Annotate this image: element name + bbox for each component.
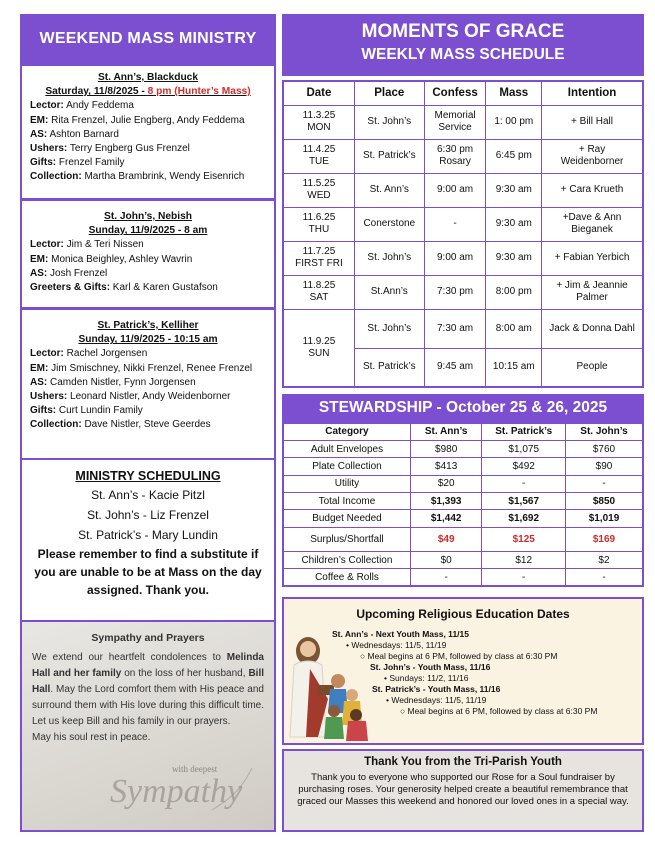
religious-education-title: Upcoming Religious Education Dates	[356, 607, 570, 621]
re-item: • Wednesdays: 11/5, 11/19	[386, 695, 487, 705]
cell-amount: $49	[410, 527, 482, 551]
cell-place: St. Patrick’s	[354, 139, 424, 173]
re-heading: St. Ann’s - Next Youth Mass, 11/15	[332, 629, 469, 639]
cell-amount: -	[482, 569, 566, 586]
ministry-note: Please remember to find a substitute if you are unable to be at Mass on the day assigned. Thank you.	[34, 547, 262, 597]
table-row	[283, 569, 643, 586]
cell-confess: 9:00 am	[424, 241, 486, 275]
table-row	[283, 493, 643, 510]
cell-confess: Memorial Service	[424, 105, 486, 139]
cell-amount: $850	[565, 493, 643, 510]
cell-amount: $12	[482, 551, 566, 568]
cell-intention: + Fabian Yerbich	[542, 241, 643, 275]
mass-date: Sunday, 11/9/2025 - 10:15 am	[78, 334, 218, 346]
mass-line: Collection: Dave Nistler, Steve Geerdes	[30, 419, 211, 431]
cell-confess: 9:45 am	[424, 348, 486, 387]
cell-intention: +Dave & Ann Bieganek	[542, 207, 643, 241]
cell-amount: $1,393	[410, 493, 482, 510]
mass-date	[30, 85, 266, 99]
mass-line: Lector: Jim & Teri Nissen	[30, 239, 144, 251]
cell-category: Total Income	[283, 493, 410, 510]
mass-date: Sunday, 11/9/2025 - 8 am	[88, 225, 208, 237]
ministry-scheduling-box	[20, 458, 276, 622]
cell-amount: $20	[410, 475, 482, 492]
cell-amount: $2	[565, 551, 643, 568]
cell-date: 11.9.25 SUN	[283, 309, 354, 387]
cell-amount: $0	[410, 551, 482, 568]
cell-amount: $125	[482, 527, 566, 551]
mass-line: AS: Ashton Barnard	[30, 128, 119, 140]
table-row	[283, 510, 643, 527]
cell-place: St. John’s	[354, 309, 424, 348]
cell-mass: 8:00 pm	[486, 275, 542, 309]
mass-location: St. Patrick’s, Kelliher	[97, 320, 199, 331]
table-row	[283, 440, 643, 457]
cell-amount: -	[410, 569, 482, 586]
table-row	[283, 458, 643, 475]
cell-intention: + Cara Krueth	[542, 173, 643, 207]
cell-intention: + Bill Hall	[542, 105, 643, 139]
cell-category: Children’s Collection	[283, 551, 410, 568]
mass-box-st-johns	[20, 199, 276, 309]
column-header: Confess	[424, 81, 486, 105]
cell-amount: -	[565, 569, 643, 586]
cell-mass: 6:45 pm	[486, 139, 542, 173]
weekend-mass-ministry-header	[20, 14, 276, 64]
cell-place: St. Patrick’s	[354, 348, 424, 387]
table-row	[283, 551, 643, 568]
cell-date: 11.8.25 SAT	[283, 275, 354, 309]
column-header: St. Ann’s	[410, 423, 482, 440]
mass-line: Greeters & Gifts: Karl & Karen Gustafson	[30, 282, 218, 294]
cell-category: Budget Needed	[283, 510, 410, 527]
cell-amount: $492	[482, 458, 566, 475]
cell-amount: $1,567	[482, 493, 566, 510]
cell-place: St. John’s	[354, 241, 424, 275]
table-row	[283, 241, 643, 275]
cell-confess: 7:30 am	[424, 309, 486, 348]
cell-date: 11.6.25 THU	[283, 207, 354, 241]
cell-date: 11.7.25 FIRST FRI	[283, 241, 354, 275]
table-row	[283, 105, 643, 139]
table-row	[283, 475, 643, 492]
table-row	[283, 527, 643, 551]
table-row	[283, 275, 643, 309]
column-header: Intention	[542, 81, 643, 105]
mass-box-st-patricks	[20, 308, 276, 460]
cell-place: St. Ann’s	[354, 173, 424, 207]
column-header: Date	[283, 81, 354, 105]
cell-category: Plate Collection	[283, 458, 410, 475]
sympathy-card-graphic	[102, 758, 262, 818]
cell-mass: 10:15 am	[486, 348, 542, 387]
religious-education-box	[282, 597, 644, 745]
ministry-contact: St. John’s - Liz Frenzel	[87, 508, 209, 522]
re-subitem: ○ Meal begins at 6 PM, followed by class at 6:30 PM	[360, 651, 558, 661]
mass-line: Gifts: Curt Lundin Family	[30, 405, 143, 417]
table-row	[283, 139, 643, 173]
sympathy-box	[20, 620, 276, 832]
table-row	[283, 309, 643, 348]
mass-date-text: Saturday, 11/8/2025 -	[45, 86, 148, 98]
re-heading: St. John’s - Youth Mass, 11/16	[370, 662, 491, 672]
cell-amount: $1,692	[482, 510, 566, 527]
mass-line: Lector: Rachel Jorgensen	[30, 348, 148, 360]
cell-place: St.Ann’s	[354, 275, 424, 309]
cell-mass: 1: 00 pm	[486, 105, 542, 139]
cell-category: Adult Envelopes	[283, 440, 410, 457]
ministry-scheduling-title: MINISTRY SCHEDULING	[75, 469, 221, 483]
cell-place: St. John’s	[354, 105, 424, 139]
cell-amount: -	[482, 475, 566, 492]
mass-line: Ushers: Terry Engberg Gus Frenzel	[30, 143, 190, 155]
cell-confess: 7:30 pm	[424, 275, 486, 309]
section-title: WEEKEND MASS MINISTRY	[39, 30, 257, 47]
cell-confess: 6:30 pm Rosary	[424, 139, 486, 173]
page-subtitle: WEEKLY MASS SCHEDULE	[361, 46, 565, 63]
mass-line: Ushers: Leonard Nistler, Andy Weidenborner	[30, 391, 231, 403]
cell-intention: People	[542, 348, 643, 387]
cell-mass: 9:30 am	[486, 241, 542, 275]
cell-intention: + Ray Weidenborner	[542, 139, 643, 173]
cell-date: 11.4.25 TUE	[283, 139, 354, 173]
column-header: Place	[354, 81, 424, 105]
table-row	[283, 207, 643, 241]
cell-intention: + Jim & Jeannie Palmer	[542, 275, 643, 309]
ministry-contact: St. Patrick’s - Mary Lundin	[78, 528, 218, 542]
cell-mass: 9:30 am	[486, 207, 542, 241]
cell-amount: $1,442	[410, 510, 482, 527]
table-row	[283, 173, 643, 207]
cell-amount: $1,019	[565, 510, 643, 527]
column-header: Category	[283, 423, 410, 440]
mass-line: EM: Rita Frenzel, Julie Engberg, Andy Feddema	[30, 114, 245, 126]
mass-location: St. John’s, Nebish	[104, 211, 192, 222]
cell-amount: $980	[410, 440, 482, 457]
ministry-contact: St. Ann’s - Kacie Pitzl	[91, 488, 205, 502]
column-header: Mass	[486, 81, 542, 105]
cell-amount: -	[565, 475, 643, 492]
sympathy-card-script: Sympathy	[110, 773, 243, 810]
sympathy-card-small-text: with deepest	[172, 764, 218, 774]
re-heading: St. Patrick’s - Youth Mass, 11/16	[372, 684, 501, 694]
cell-category: Utility	[283, 475, 410, 492]
cell-place: Conerstone	[354, 207, 424, 241]
stewardship-table	[282, 422, 644, 587]
cell-category: Coffee & Rolls	[283, 569, 410, 586]
column-header: St. John’s	[565, 423, 643, 440]
re-subitem: ○ Meal begins at 6 PM, followed by class at 6:30 PM	[400, 706, 598, 716]
sympathy-text: We extend our heartfelt condolences to Melinda Hall and her family on the loss of her husband, Bill Hall. May the Lord comfort them with His peace and surround them with His love during this difficult time. Let us keep Bill and his family in our prayers. May his soul rest in peace.	[32, 652, 264, 743]
cell-mass: 8:00 am	[486, 309, 542, 348]
mass-line: Collection: Martha Brambrink, Wendy Eisenrich	[30, 171, 245, 183]
left-column	[20, 14, 276, 832]
mass-line: AS: Camden Nistler, Fynn Jorgensen	[30, 376, 196, 388]
column-header: St. Patrick’s	[482, 423, 566, 440]
cell-amount: $90	[565, 458, 643, 475]
mass-line: Lector: Andy Feddema	[30, 100, 134, 112]
mass-location: St. Ann’s, Blackduck	[97, 72, 198, 83]
cell-amount: $760	[565, 440, 643, 457]
cell-amount: $169	[565, 527, 643, 551]
re-item: • Wednesdays: 11/5, 11/19	[346, 640, 447, 650]
re-item: • Sundays: 11/2, 11/16	[384, 673, 469, 683]
cell-confess: -	[424, 207, 486, 241]
thank-you-text: Thank you to everyone who supported our Rose for a Soul fundraiser by purchasing roses. Your generosity helped create a beautiful remembrance that graced our Masses this weekend and honored our loved ones in a special way.	[297, 772, 629, 807]
table-header-row	[283, 423, 643, 440]
mass-box-st-anns	[20, 64, 276, 200]
cell-amount: $413	[410, 458, 482, 475]
thank-you-title: Thank You from the Tri-Parish Youth	[364, 756, 562, 768]
page-title: MOMENTS OF GRACE	[361, 21, 565, 42]
table-header-row	[283, 81, 643, 105]
cell-date: 11.3.25 MON	[283, 105, 354, 139]
cell-mass: 9:30 am	[486, 173, 542, 207]
mass-schedule-table	[282, 80, 644, 388]
mass-line: EM: Jim Smischney, Nikki Frenzel, Renee Frenzel	[30, 362, 253, 374]
mass-line: Gifts: Frenzel Family	[30, 157, 125, 169]
cell-category: Surplus/Shortfall	[283, 527, 410, 551]
mass-line: EM: Monica Beighley, Ashley Wavrin	[30, 253, 193, 265]
cell-confess: 9:00 am	[424, 173, 486, 207]
sympathy-title: Sympathy and Prayers	[91, 632, 205, 644]
cell-intention: Jack & Donna Dahl	[542, 309, 643, 348]
stewardship-header	[282, 394, 644, 422]
religious-education-list	[332, 629, 638, 717]
moments-of-grace-header	[282, 14, 644, 76]
thank-you-box	[282, 749, 644, 832]
mass-date-highlight: 8 pm (Hunter’s Mass)	[147, 86, 251, 98]
cell-amount: $1,075	[482, 440, 566, 457]
mass-line: AS: Josh Frenzel	[30, 267, 108, 279]
cell-date: 11.5.25 WED	[283, 173, 354, 207]
stewardship-title: STEWARDSHIP - October 25 & 26, 2025	[318, 399, 608, 416]
